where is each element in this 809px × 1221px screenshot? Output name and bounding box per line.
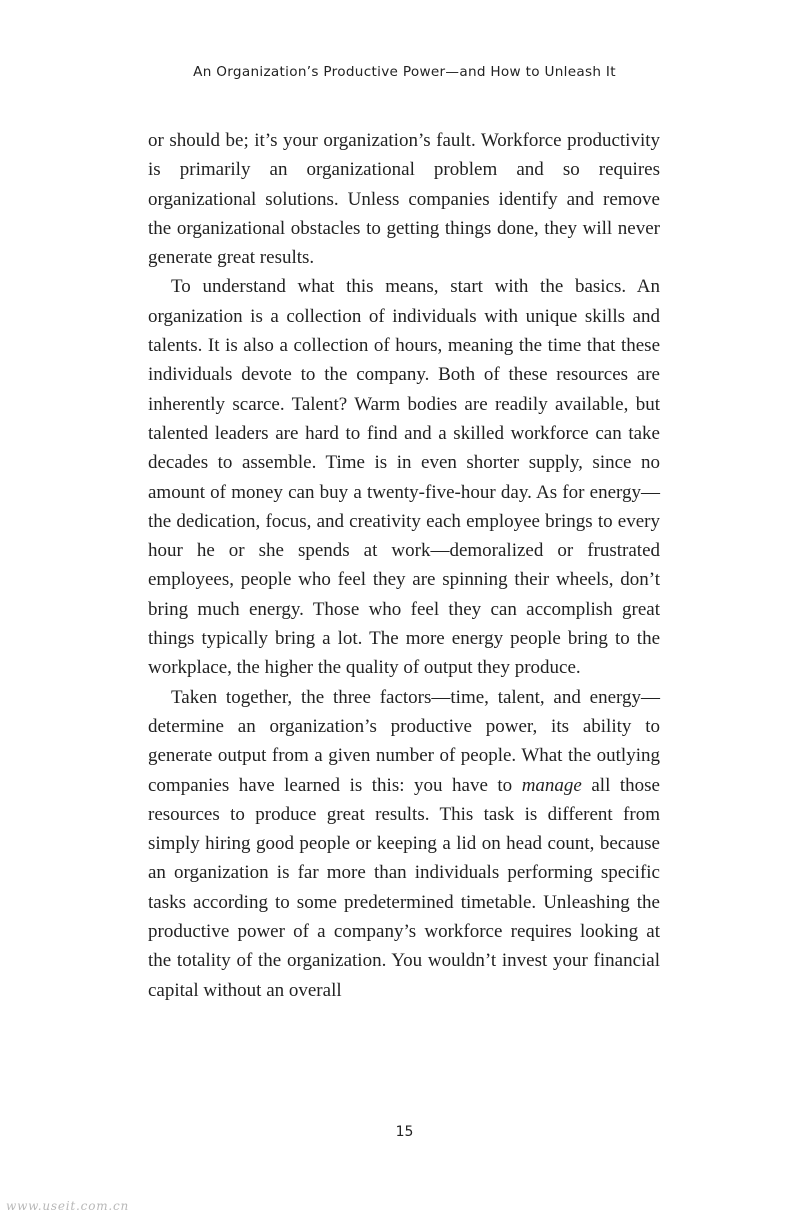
page-number: 15 <box>395 1124 414 1140</box>
paragraph-3-text-before: Taken together, the three factors—time, talent, and energy—determine an organization’s productive power, its ability to generate output from a given number of people. What the outlying companies have learned is this: you have to <box>148 686 660 796</box>
watermark: www.useit.com.cn <box>6 1199 130 1213</box>
emphasis-manage: manage <box>521 774 582 796</box>
paragraph-2: To understand what this means, start with the basics. An organization is a collection of individuals with unique skills and talents. It is also a collection of hours, meaning the time that these individuals devote to the company. Both of these resources are inherently scarce. Talent? Warm bodies are readily available, but talented leaders are hard to find and a skilled workforce can take decades to assemble. Time is in even shorter supply, since no amount of money can buy a twenty-five-hour day. As for energy—the dedication, focus, and creativity each employee brings to every hour he or she spends at work—demoralized or frustrated employees, people who feel they are spinning their wheels, don’t bring much energy. Those who feel they can accomplish great things typically bring a lot. The more energy people bring to the workplace, the higher the quality of output they produce. <box>148 276 660 679</box>
body-text <box>148 126 660 1005</box>
paragraph-3 <box>148 683 660 1005</box>
running-head: An Organization’s Productive Power—and How to Unleash It <box>193 64 616 80</box>
paragraph-1: or should be; it’s your organization’s fault. Workforce productivity is primarily an organizational problem and so requires organizational solutions. Unless companies identify and remove the organizational obstacles to getting things done, they will never generate great results. <box>148 130 660 269</box>
paragraph-3-text-after: all those resources to produce great results. This task is different from simply hiring good people or keeping a lid on head count, because an organization is far more than individuals performing specific tasks according to some predetermined timetable. Unleashing the productive power of a company’s workforce requires looking at the totality of the organization. You wouldn’t invest your financial capital without an overall <box>148 774 660 1001</box>
